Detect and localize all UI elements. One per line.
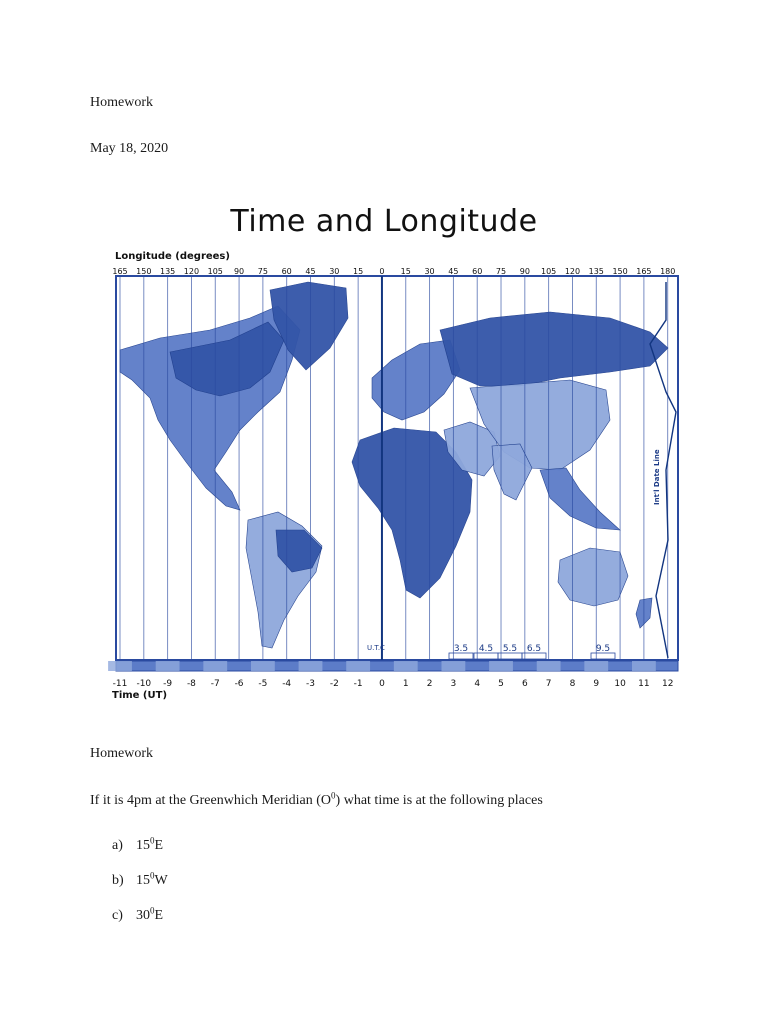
longitude-tick-label: 150 (612, 267, 628, 276)
longitude-tick-label: 120 (564, 267, 581, 276)
time-zone-cell (441, 661, 465, 671)
longitude-tick-label: 60 (281, 267, 292, 276)
date-line-label: Int'l Date Line (653, 449, 661, 505)
time-tick-label: -5 (258, 679, 268, 689)
longitude-axis-label: Longitude (degrees) (115, 251, 230, 262)
list-direction: E (154, 908, 164, 923)
list-marker: a) (112, 838, 123, 853)
time-zone-cell (489, 661, 513, 671)
list-value: 15 (136, 873, 150, 888)
time-tick-label: -9 (163, 679, 173, 689)
longitude-tick-label: 150 (136, 267, 152, 276)
list-item (112, 872, 168, 890)
time-zone-cell (394, 661, 418, 671)
longitude-tick-label: 165 (112, 267, 128, 276)
time-tick-label: -7 (210, 679, 220, 689)
longitude-tick-label: 45 (448, 267, 459, 276)
time-tick-label: -4 (282, 679, 292, 689)
list-value: 15 (136, 838, 150, 853)
half-hour-zone-label: 9.5 (595, 644, 611, 654)
half-hour-zone-label: 6.5 (526, 644, 542, 654)
half-hour-zone-label: 5.5 (502, 644, 518, 654)
longitude-tick-label: 15 (353, 267, 364, 276)
time-zone-cell (632, 661, 656, 671)
time-zone-cell (584, 661, 608, 671)
time-zone-cell (346, 661, 370, 671)
time-tick-label: 2 (426, 679, 433, 689)
time-zone-cell (299, 661, 323, 671)
longitude-tick-label: 105 (541, 267, 557, 276)
longitude-tick-label: 60 (472, 267, 483, 276)
header-date: May 18, 2020 (90, 141, 169, 156)
time-zone-cell (203, 661, 227, 671)
list-degree: 0 (150, 835, 155, 846)
question-prefix: If it is 4pm at the Greenwhich Meridian (O (90, 793, 332, 808)
question-degree: 0 (331, 790, 336, 801)
longitude-tick-label: 90 (519, 267, 530, 276)
utc-label: U.T.C (367, 644, 385, 652)
longitude-tick-label: 45 (305, 267, 316, 276)
list-direction: W (154, 873, 168, 888)
longitude-tick-label: 75 (257, 267, 268, 276)
time-tick-label: 6 (521, 679, 528, 689)
list-degree: 0 (150, 870, 155, 881)
time-zone-cell (537, 661, 561, 671)
question-suffix: ) what time is at the following places (335, 793, 543, 808)
map-title: Time and Longitude (230, 204, 538, 239)
time-zone-cell (108, 661, 132, 671)
time-zone-cell (251, 661, 275, 671)
time-axis-label: Time (UT) (112, 690, 168, 701)
list-item (112, 837, 163, 855)
time-tick-label: 12 (661, 679, 674, 689)
question-text (90, 792, 543, 810)
time-tick-label: 7 (545, 679, 552, 689)
longitude-tick-label: 90 (233, 267, 245, 276)
list-direction: E (154, 838, 164, 853)
longitude-tick-label: 135 (159, 267, 176, 276)
section-heading: Homework (90, 746, 153, 761)
time-tick-label: 1 (402, 679, 409, 689)
time-tick-label: -1 (353, 679, 363, 689)
longitude-tick-label: 75 (495, 267, 507, 276)
list-marker: b) (112, 873, 124, 888)
longitude-tick-label: 120 (183, 267, 200, 276)
time-tick-label: 3 (450, 679, 457, 689)
time-tick-label: -3 (306, 679, 316, 689)
time-tick-label: 9 (593, 679, 600, 689)
time-tick-label: -8 (186, 679, 196, 689)
list-degree: 0 (150, 905, 155, 916)
longitude-tick-label: 30 (329, 267, 340, 276)
time-tick-label: 11 (638, 679, 650, 689)
list-value: 30 (136, 908, 150, 923)
time-tick-label: 8 (569, 679, 576, 689)
time-tick-label: -2 (329, 679, 339, 689)
time-tick-label: 0 (379, 679, 385, 689)
time-zone-cell (156, 661, 180, 671)
australia-landmass (558, 548, 628, 606)
longitude-tick-label: 30 (424, 267, 435, 276)
time-tick-label: 10 (614, 679, 626, 689)
longitude-tick-label: 165 (636, 267, 652, 276)
longitude-tick-label: 105 (207, 267, 223, 276)
time-tick-label: 5 (498, 679, 504, 689)
time-tick-label: -6 (234, 679, 244, 689)
time-tick-label: -11 (112, 679, 128, 689)
longitude-tick-label: 180 (660, 267, 676, 276)
header-title: Homework (90, 95, 153, 110)
list-marker: c) (112, 908, 123, 923)
half-hour-zone-label: 3.5 (453, 644, 469, 654)
longitude-tick-label: 15 (400, 267, 411, 276)
half-hour-zone-label: 4.5 (478, 644, 494, 654)
time-tick-label: 4 (474, 679, 481, 689)
longitude-tick-label: 0 (379, 267, 385, 276)
longitude-tick-label: 135 (588, 267, 604, 276)
list-item (112, 907, 163, 925)
time-tick-label: -10 (136, 679, 152, 689)
